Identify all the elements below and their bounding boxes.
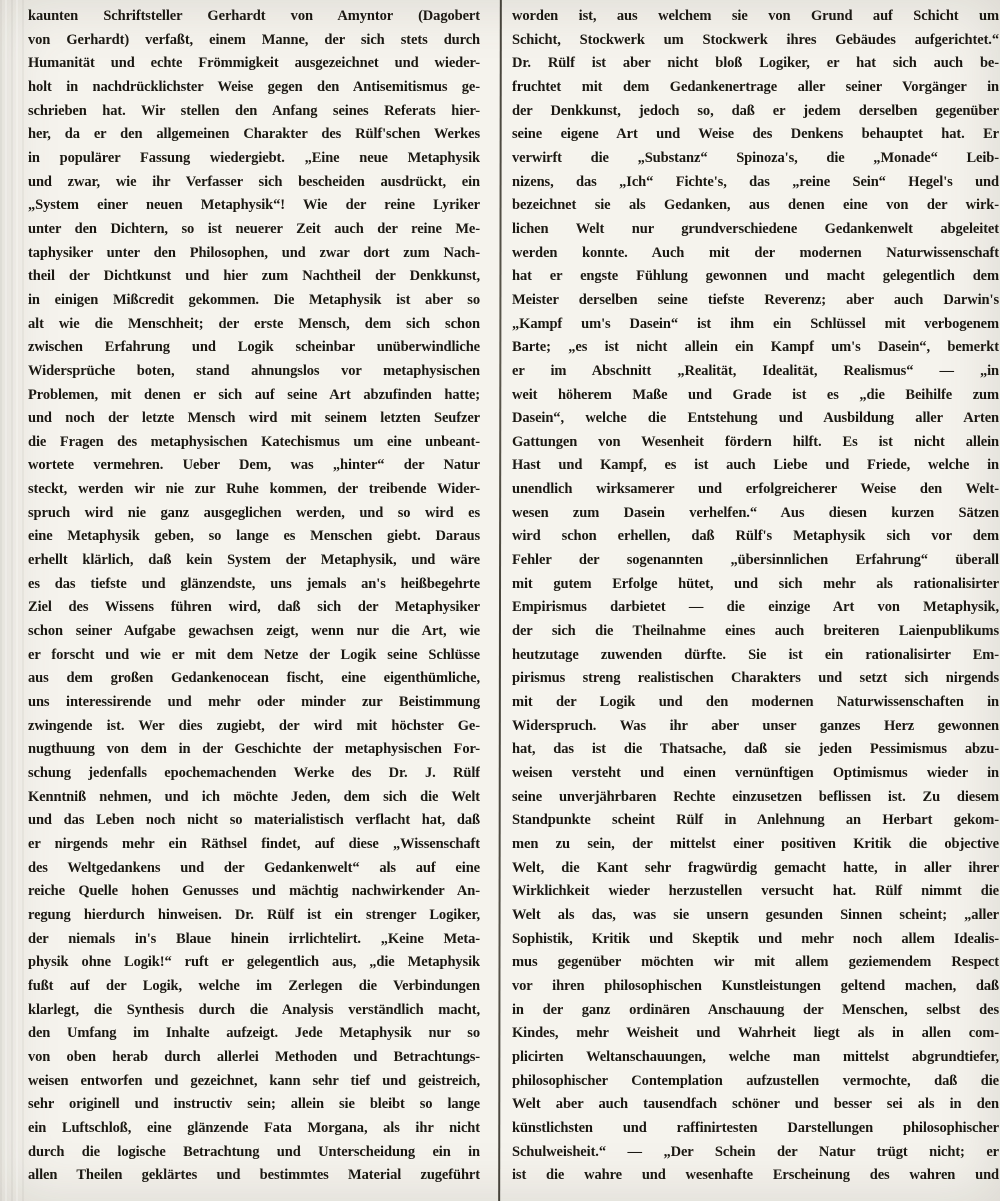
text-line: nizens, das „Ich“ Fichte's, das „reine Sein“ Hegel's und (512, 173, 999, 190)
text-line: der niemals in's Blaue hinein irrlichtelirt. „Keine Meta- (28, 930, 480, 947)
text-line: es das tiefste und glänzendste, uns jemals an's heißbegehrte (28, 575, 480, 592)
text-line: und das Leben noch nicht so materialistisch verflacht hat, daß (28, 812, 480, 829)
text-line: Hast und Kampf, es ist auch Liebe und Friede, welche in (512, 457, 999, 474)
text-line: „System einer neuen Metaphysik“! Wie der reine Lyriker (28, 197, 480, 214)
text-line: fußt auf der Logik, welche im Zerlegen die Verbindungen (28, 977, 480, 994)
text-line: Schulweisheit.“ — „Der Schein der Natur trügt nicht; er (512, 1143, 999, 1160)
text-line: heutzutage zuwenden dürfte. Sie ist ein rationalisirter Em- (512, 646, 999, 663)
text-line: schung jedenfalls epochemachenden Werke des Dr. J. Rülf (28, 765, 480, 781)
text-line: klarlegt, die Synthesis durch die Analysis verständlich macht, (28, 1001, 480, 1018)
text-line: in populärer Fassung wiedergiebt. „Eine neue Metaphysik (28, 149, 480, 166)
text-line: Schicht, Stockwerk um Stockwerk ihres Gebäudes aufgerichtet.“ (512, 31, 999, 48)
text-line: Welt aber auch tausendfach schöner und besser sei als in den (512, 1096, 999, 1113)
text-line: kaunten Schriftsteller Gerhardt von Amyntor (Dagobert (28, 8, 480, 24)
text-line: plicirten Weltanschauungen, welche man mittelst abgrundtiefer, (512, 1048, 999, 1065)
text-line: wird schon erhellen, daß Rülf's Metaphysik sich vor dem (512, 528, 999, 545)
text-line: bezeichnet sie als Gedanken, aus denen eine von der wirk- (512, 197, 999, 214)
text-line: fruchtet mit dem Gedankenertrage aller seiner Vorgänger in (512, 78, 999, 95)
text-line: weisen versteht und einen vernünftigen Optimismus wieder in (512, 765, 999, 781)
text-line: holt in nachdrücklichster Weise gegen den Antisemitismus ge- (28, 78, 480, 95)
text-line: alt wie die Menschheit; der erste Mensch, dem sich schon (28, 315, 480, 332)
text-line: Wirklichkeit wieder herzustellen versucht hat. Rülf nimmt die (512, 883, 999, 900)
text-line: schon seiner Aufgabe gewachsen zeigt, wenn nur die Art, wie (28, 623, 480, 640)
text-line: verwirft die „Substanz“ Spinoza's, die „Monade“ Leib- (512, 149, 999, 166)
column-divider-rule (498, 0, 502, 1201)
text-line: von oben herab durch allerlei Methoden und Betrachtungs- (28, 1048, 480, 1065)
text-line: zwingende ist. Wer dies zugiebt, der wird mit höchster Ge- (28, 717, 480, 734)
text-line: Meister derselben seine tiefste Reverenz; aber auch Darwin's (512, 291, 999, 308)
text-line: nugthuung von dem in der Geschichte der metaphysischen For- (28, 741, 480, 758)
text-line: hat, das ist die Thatsache, daß sie jeden Pessimismus abzu- (512, 741, 999, 758)
text-line: pirismus streng realistischen Charakters und setzt sich nirgends (512, 670, 999, 687)
text-line: und noch der letzte Mensch wird mit seinem letzten Seufzer (28, 410, 480, 427)
text-line: eine Metaphysik geben, so lange es Menschen giebt. Daraus (28, 528, 480, 545)
text-line: regung hierdurch hinweisen. Dr. Rülf ist ein strenger Logiker, (28, 906, 480, 923)
text-line: aus dem großen Gedankenocean fischt, eine eigenthümliche, (28, 670, 480, 687)
text-line: Gattungen von Wesenheit fördern hilft. Es ist nicht allein (512, 433, 999, 450)
text-line: wortete vermehren. Ueber Dem, was „hinter“ der Natur (28, 457, 480, 474)
text-line: unter den Dichtern, so ist neuerer Zeit auch der reine Me- (28, 220, 480, 237)
text-line: er forscht und wie er mit dem Netze der Logik seine Schlüsse (28, 646, 480, 663)
text-line: Dasein“, welche die Entstehung und Ausbildung aller Arten (512, 410, 999, 427)
text-line: philosophischer Contemplation aufzustellen vermochte, daß die (512, 1072, 999, 1089)
text-line: Standpunkte scheint Rülf in Anlehnung an Herbart gekom- (512, 812, 999, 829)
text-line: steckt, werden wir nie zur Ruhe kommen, der treibende Wider- (28, 481, 480, 498)
text-line: Kindes, mehr Weisheit und Wahrheit liegt als in allen com- (512, 1025, 999, 1042)
text-line: er im Abschnitt „Realität, Idealität, Realismus“ — „in (512, 362, 999, 379)
text-line: erhellt klärlich, daß kein System der Metaphysik, und wäre (28, 552, 480, 569)
text-line: in der ganz ordinären Anschauung der Menschen, selbst des (512, 1001, 999, 1018)
text-line: des Weltgedankens und der Gedankenwelt“ als auf eine (28, 859, 480, 876)
right-text-column (512, 5, 999, 1188)
text-line: Sophistik, Kritik und Skeptik und mehr noch allem Idealis- (512, 930, 999, 947)
text-line: werden konnte. Auch mit der modernen Naturwissenschaft (512, 244, 999, 261)
text-line: von Gerhardt) verfaßt, einem Manne, der sich stets durch (28, 31, 480, 48)
text-line: Dr. Rülf ist aber nicht bloß Logiker, er hat sich auch be- (512, 55, 999, 72)
text-line: durch die logische Betrachtung und Unterscheidung ein in (28, 1143, 480, 1160)
text-line: reiche Quelle hohen Genusses und mächtig nachwirkender An- (28, 883, 480, 900)
text-line: allen Theilen geklärtes und bestimmtes Material zugeführt (28, 1167, 480, 1184)
text-line: vor ihren philosophischen Kunstleistungen geltend machen, daß (512, 977, 999, 994)
text-line: taphysiker unter den Philosophen, und zwar dort zum Nach- (28, 244, 480, 261)
text-line: zwischen Erfahrung und Logik scheinbar unüberwindliche (28, 339, 480, 356)
text-line: weisen entworfen und gezeichnet, kann sehr tief und geistreich, (28, 1072, 480, 1089)
text-line: Widerspruch. Was ihr aber unser ganzes Herz gewonnen (512, 717, 999, 734)
text-line: ist die wahre und wesenhafte Erscheinung des wahren und (512, 1167, 999, 1184)
text-line: Humanität und echte Frömmigkeit ausgezeichnet und wieder- (28, 55, 480, 72)
text-line: in einigen Mißcredit gekommen. Die Metaphysik ist aber so (28, 291, 480, 308)
text-line: Problemen, mit denen er sich auf seine Art abzufinden hatte; (28, 386, 480, 403)
text-line: Fehler der sogenannten „übersinnlichen Erfahrung“ überall (512, 552, 999, 569)
text-line: weit höherem Maße und Grade ist es „die Beihilfe zum (512, 386, 999, 403)
text-line: Welt als das, was sie unsern gesunden Sinnen scheint; „aller (512, 906, 999, 923)
text-line: mus gegenüber möchten wir mit allem geziemendem Respect (512, 954, 999, 971)
text-line: schrieben hat. Wir stellen den Anfang seines Referats hier- (28, 102, 480, 119)
scan-edge-artifact (0, 0, 24, 1201)
text-line: und zwar, wie ihr Verfasser sich bescheiden ausdrückt, ein (28, 173, 480, 190)
text-line: men zu sein, der mittelst einer positiven Kritik die objective (512, 835, 999, 852)
text-line: die Fragen des metaphysischen Katechismus um eine unbeant- (28, 433, 480, 450)
text-line: worden ist, aus welchem sie von Grund auf Schicht um (512, 8, 999, 24)
text-line: Kenntniß nehmen, und ich möchte Jeden, dem sich die Welt (28, 788, 480, 805)
text-line: den Umfang im Inhalte aufzeigt. Jede Metaphysik nur so (28, 1025, 480, 1042)
text-line: „Kampf um's Dasein“ ist ihm ein Schlüssel mit verbogenem (512, 315, 999, 332)
text-line: Empirismus darbietet — die einzige Art von Metaphysik, (512, 599, 999, 616)
text-line: der Denkkunst, jedoch so, daß er jedem derselben gegenüber (512, 102, 999, 119)
text-line: wesen zum Dasein verhelfen.“ Aus diesen kurzen Sätzen (512, 504, 999, 521)
text-line: seine eigene Art und Weise des Denkens behauptet hat. Er (512, 126, 999, 143)
text-line: künstlichsten und raffinirtesten Darstellungen philosophischer (512, 1119, 999, 1136)
text-line: physik ohne Logik!“ ruft er gelegentlich aus, „die Metaphysik (28, 954, 480, 971)
text-line: er nirgends mehr ein Räthsel findet, auf diese „Wissenschaft (28, 835, 480, 852)
text-line: Welt, die Kant sehr fragwürdig gemacht hatte, in aller ihrer (512, 859, 999, 876)
text-line: seine unverjährbaren Rechte einzusetzen beflissen ist. Zu diesem (512, 788, 999, 805)
text-line: spruch wird nie ganz ausgeglichen werden, und so wird es (28, 504, 480, 521)
text-line: uns interessirende und mehr oder minder zur Beistimmung (28, 694, 480, 711)
text-line: theil der Dichtkunst und hier zum Nachtheil der Denkkunst, (28, 268, 480, 285)
text-line: mit gutem Erfolge hütet, und sich mehr als rationalisirter (512, 575, 999, 592)
text-line: lichen Welt nur grundverschiedene Gedankenwelt abgeleitet (512, 220, 999, 237)
text-line: Widersprüche boten, stand ahnungslos vor metaphysischen (28, 362, 480, 379)
left-text-column (28, 5, 480, 1188)
text-line: unendlich wirksamerer und erfolgreicherer Weise den Welt- (512, 481, 999, 498)
text-line: hat er engste Fühlung gewonnen und macht gelegentlich dem (512, 268, 999, 285)
text-line: Barte; „es ist nicht allein ein Kampf um's Dasein“, bemerkt (512, 339, 999, 356)
text-line: mit der Logik und den modernen Naturwissenschaften in (512, 694, 999, 711)
text-line: sehr originell und instructiv sein; allein sie bleibt so lange (28, 1096, 480, 1113)
text-line: ein Luftschloß, eine glänzende Fata Morgana, als ihr nicht (28, 1119, 480, 1136)
text-line: Ziel des Wissens führen wird, daß sich der Metaphysiker (28, 599, 480, 616)
text-line: her, da er den allgemeinen Charakter des Rülf'schen Werkes (28, 126, 480, 143)
text-line: der sich die Theilnahme eines auch breiteren Laienpublikums (512, 623, 999, 640)
